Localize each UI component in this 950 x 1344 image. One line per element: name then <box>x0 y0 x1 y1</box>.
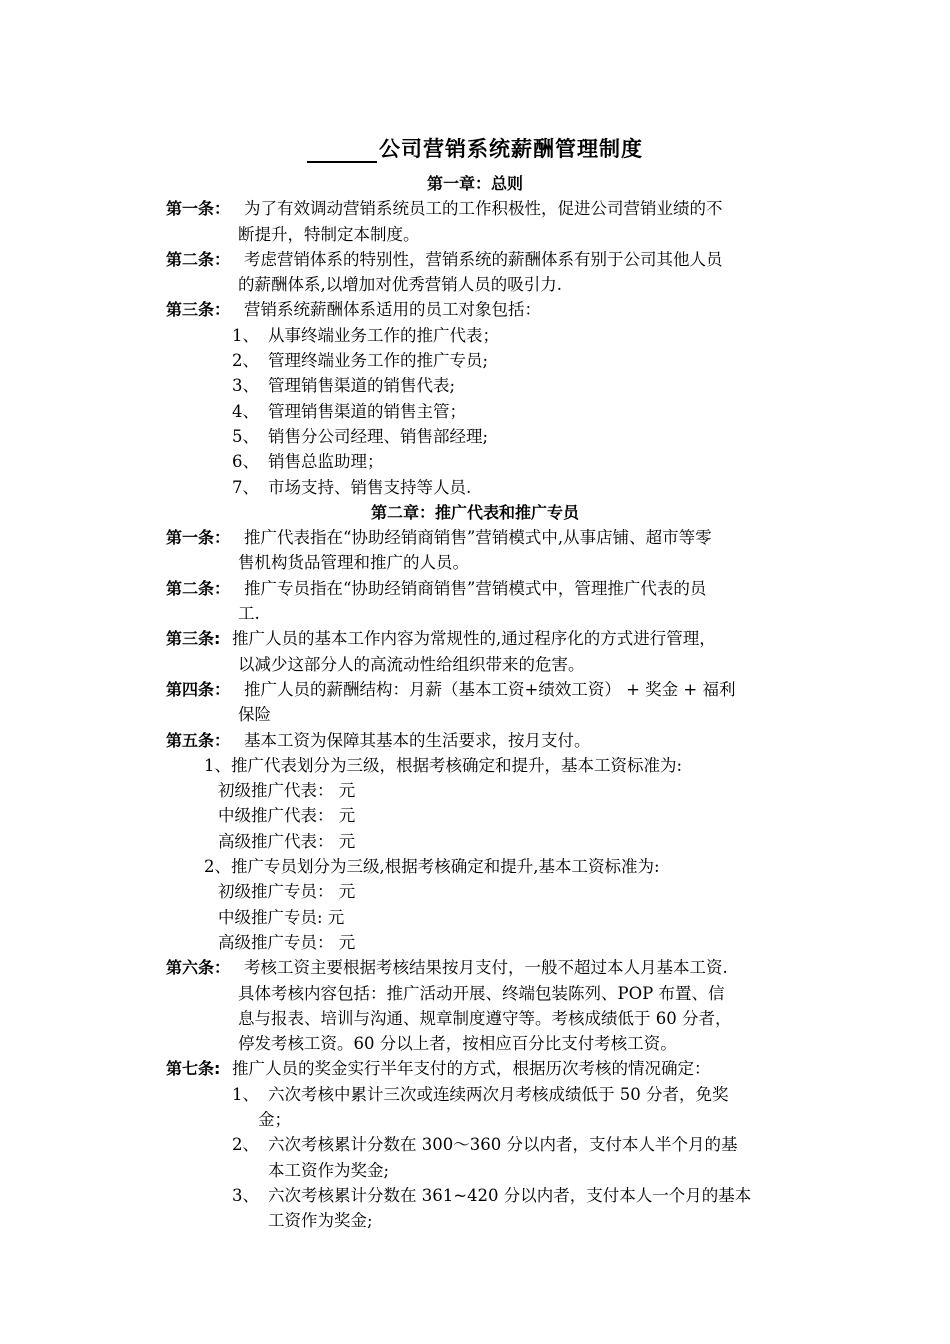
list-number: 5、 <box>232 426 259 446</box>
article-text: 基本工资为保障其基本的生活要求，按月支付。 <box>244 730 591 750</box>
chapter-1-heading: 第一章：总则 <box>426 174 523 193</box>
list-item <box>0 373 950 398</box>
salary-item <box>0 829 950 854</box>
list-number: 1、 <box>232 325 259 345</box>
article-label: 第二条： <box>166 249 231 269</box>
c1-article-3 <box>0 297 950 322</box>
list-text: 管理销售渠道的销售主管； <box>268 401 466 421</box>
chapter-2-heading: 第二章：推广代表和推广专员 <box>370 502 579 522</box>
c1-article-1-cont <box>0 222 950 247</box>
list-item <box>0 323 950 348</box>
list-item <box>0 1183 950 1208</box>
list-number: 3、 <box>232 376 259 396</box>
list-item <box>0 475 950 500</box>
list-number: 7、 <box>232 477 259 497</box>
salary-item <box>0 930 950 955</box>
document-title <box>0 135 950 163</box>
c2-article-6-cont <box>0 1006 950 1031</box>
list-item <box>0 1132 950 1157</box>
c2-article-2-cont <box>0 601 950 626</box>
article-text: 息与报表、培训与沟通、规章制度遵守等。考核成绩低于 60 分者， <box>238 1008 732 1028</box>
article-text: 1、推广代表划分为三级，根据考核确定和提升，基本工资标准为: <box>204 755 683 775</box>
article-text: 营销系统薪酬体系适用的员工对象包括： <box>244 300 541 320</box>
list-item-cont <box>0 1208 950 1233</box>
list-item-cont <box>0 1107 950 1132</box>
salary-item <box>0 879 950 904</box>
article-label: 第二条： <box>166 578 231 598</box>
document-title-text: 公司营销系统薪酬管理制度 <box>379 137 643 161</box>
c2-article-6-cont <box>0 981 950 1006</box>
c1-article-1 <box>0 196 950 221</box>
list-text: 管理销售渠道的销售代表; <box>268 376 456 396</box>
list-item-cont <box>0 1158 950 1183</box>
article-text: 推广人员的奖金实行半年支付的方式，根据历次考核的情况确定： <box>232 1059 711 1079</box>
article-text: 停发考核工资。60 分以上者，按相应百分比支付考核工资。 <box>238 1034 677 1054</box>
c2-article-5-point-2 <box>0 854 950 879</box>
article-label: 第一条： <box>166 528 231 548</box>
article-text: 具体考核内容包括：推广活动开展、终端包装陈列、POP 布置、信 <box>238 983 725 1003</box>
c2-article-5 <box>0 728 950 753</box>
list-text: 工资作为奖金; <box>268 1211 373 1231</box>
article-label: 第三条： <box>166 300 231 320</box>
list-text: 销售分公司经理、销售部经理; <box>268 426 489 446</box>
salary-text: 初级推广专员： 元 <box>218 882 356 902</box>
c2-article-7 <box>0 1056 950 1081</box>
article-text: 推广专员指在“协助经销商销售”营销模式中，管理推广代表的员 <box>244 578 707 598</box>
list-item <box>0 424 950 449</box>
list-number: 2、 <box>232 351 259 371</box>
document-body <box>0 171 950 1233</box>
list-text: 六次考核累计分数在 300～360 分以内者，支付本人半个月的基 <box>268 1135 738 1155</box>
article-text: 2、推广专员划分为三级,根据考核确定和提升,基本工资标准为: <box>204 857 660 877</box>
c2-article-1-cont <box>0 550 950 575</box>
salary-text: 高级推广代表： 元 <box>218 831 356 851</box>
list-number: 4、 <box>232 401 259 421</box>
c2-article-3-cont <box>0 652 950 677</box>
salary-text: 初级推广代表： 元 <box>218 781 356 801</box>
article-text: 推广人员的基本工作内容为常规性的,通过程序化的方式进行管理， <box>232 629 716 649</box>
list-number: 3、 <box>232 1185 259 1205</box>
list-item <box>0 449 950 474</box>
salary-text: 高级推广专员： 元 <box>218 932 356 952</box>
c2-article-2 <box>0 576 950 601</box>
article-label: 第七条: <box>166 1059 221 1079</box>
c1-article-2-cont <box>0 272 950 297</box>
salary-item <box>0 778 950 803</box>
list-text: 销售总监助理； <box>268 452 384 472</box>
list-item <box>0 399 950 424</box>
article-text: 为了有效调动营销系统员工的工作积极性，促进公司营销业绩的不 <box>244 199 723 219</box>
article-label: 第五条： <box>166 730 231 750</box>
c1-article-2 <box>0 247 950 272</box>
article-text: 断提升，特制定本制度。 <box>238 224 420 244</box>
list-number: 2、 <box>232 1135 259 1155</box>
salary-text: 中级推广专员: 元 <box>218 907 345 927</box>
salary-text: 中级推广代表： 元 <box>218 806 356 826</box>
list-item <box>0 1082 950 1107</box>
article-text: 保险 <box>238 705 271 725</box>
c2-article-4-cont <box>0 702 950 727</box>
c2-article-1 <box>0 525 950 550</box>
list-text: 金； <box>258 1109 291 1129</box>
article-text: 考虑营销体系的特别性，营销系统的薪酬体系有别于公司其他人员 <box>244 249 723 269</box>
list-text: 从事终端业务工作的推广代表； <box>268 325 499 345</box>
article-text: 以减少这部分人的高流动性给组织带来的危害。 <box>238 654 585 674</box>
article-text: 售机构货品管理和推广的人员。 <box>238 553 469 573</box>
c2-article-6 <box>0 955 950 980</box>
title-blank-underline <box>307 141 377 163</box>
c2-article-6-cont <box>0 1031 950 1056</box>
list-text: 六次考核累计分数在 361~420 分以内者，支付本人一个月的基本 <box>268 1185 752 1205</box>
list-text: 市场支持、销售支持等人员. <box>268 477 472 497</box>
list-text: 六次考核中累计三次或连续两次月考核成绩低于 50 分者，免奖 <box>268 1084 729 1104</box>
list-text: 本工资作为奖金; <box>268 1160 390 1180</box>
article-label: 第四条： <box>166 679 231 699</box>
salary-item <box>0 905 950 930</box>
article-text: 推广代表指在“协助经销商销售”营销模式中,从事店铺、超市等零 <box>244 528 712 548</box>
c2-article-3 <box>0 626 950 651</box>
article-text: 推广人员的薪酬结构：月薪（基本工资+绩效工资） + 奖金 + 福利 <box>244 679 736 699</box>
article-text: 的薪酬体系,以增加对优秀营销人员的吸引力. <box>238 275 562 295</box>
article-label: 第三条: <box>166 629 221 649</box>
c2-article-5-point-1 <box>0 753 950 778</box>
salary-item <box>0 803 950 828</box>
article-text: 考核工资主要根据考核结果按月支付，一般不超过本人月基本工资. <box>244 958 728 978</box>
list-number: 1、 <box>232 1084 259 1104</box>
list-text: 管理终端业务工作的推广专员; <box>268 351 489 371</box>
list-number: 6、 <box>232 452 259 472</box>
article-label: 第一条： <box>166 199 231 219</box>
list-item <box>0 348 950 373</box>
article-label: 第六条： <box>166 958 231 978</box>
article-text: 工. <box>238 604 260 624</box>
c2-article-4 <box>0 677 950 702</box>
